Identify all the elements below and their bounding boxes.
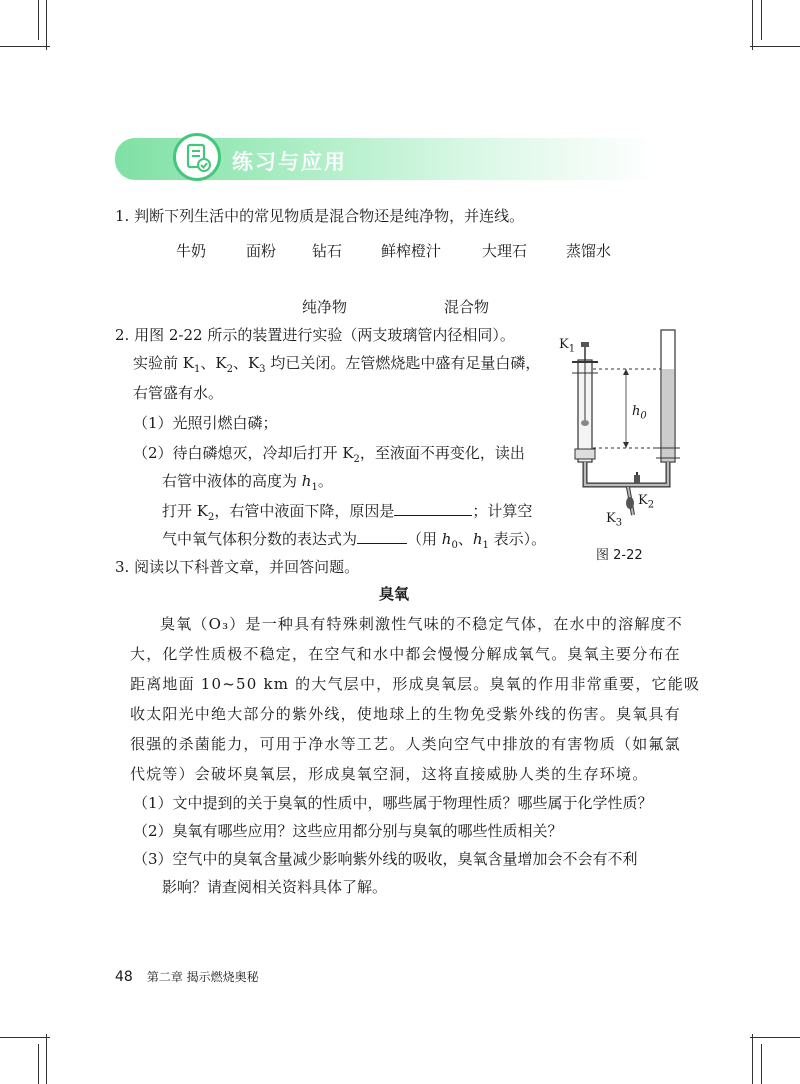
question-3-sub1: （1）文中提到的关于臭氧的性质中，哪些属于物理性质？哪些属于化学性质？ [133,794,653,812]
crop-mark [38,1044,39,1084]
text: ，至液面不再变化，读出 [359,444,525,462]
item-juice: 鲜榨橙汁 [381,242,442,260]
question-3-sub2: （2）臭氧有哪些应用？这些应用都分别与臭氧的哪些性质相关？ [133,822,563,840]
question-2-step4 [162,529,546,556]
question-1-stem: 1. 判断下列生活中的常见物质是混合物还是纯净物，并连线。 [115,207,525,225]
subscript: 0 [640,410,647,422]
crop-mark [750,46,800,47]
crop-mark [38,0,39,40]
article-title: 臭氧 [379,585,410,603]
item-distilled-water: 蒸馏水 [566,242,612,260]
crop-mark [761,0,762,40]
figure-caption: 图 2-22 [596,548,643,563]
subscript: 2 [207,512,215,523]
section-title: 练习与应用 [232,150,347,174]
question-2-line3: 右管盛有水。 [133,384,224,402]
question-2-line2 [133,353,540,380]
document-check-icon [173,133,221,181]
item-flour: 面粉 [246,242,277,260]
page-footer [115,968,259,985]
text: K [559,337,569,352]
text: （用 [407,530,442,548]
page-number: 48 [115,969,133,985]
crop-mark [761,1044,762,1084]
question-2-step1: （1）光照引燃白磷； [133,414,278,432]
subscript: 3 [259,364,266,375]
label-h0 [632,404,647,422]
subscript: 1 [193,364,201,375]
text: 表示）。 [488,530,547,548]
item-milk: 牛奶 [176,242,207,260]
text: 实验前 K [133,354,194,372]
article-line: 很强的杀菌能力，可用于净水等工艺。人类向空气中排放的有害物质（如氟氯 [130,735,681,753]
article-line: 大，化学性质极不稳定，在空气和水中都会慢慢分解成氧气。臭氧主要分布在 [130,645,681,663]
crop-mark [0,1037,50,1038]
article-line: 收太阳光中绝大部分的紫外线，使地球上的生物免受紫外线的伤害。臭氧具有 [130,705,681,723]
subscript: 1 [568,343,576,355]
text: 右管中液体的高度为 [162,472,302,490]
chapter-title: 第二章 揭示燃烧奥秘 [146,970,259,984]
crop-mark [752,0,753,50]
subscript: 2 [226,364,233,375]
target-pure-substance: 纯净物 [302,298,348,316]
question-2-stem: 2. 用图 2-22 所示的装置进行实验（两支玻璃管内径相同）。 [115,326,515,344]
text: 均已关闭。左管燃烧匙中盛有足量白磷， [265,354,541,372]
crop-mark [46,0,47,50]
subscript: 0 [451,540,458,551]
text: 、K [200,354,227,372]
question-3-sub3-cont: 影响？请查阅相关资料具体了解。 [162,878,388,896]
subscript: 1 [482,540,489,551]
variable: h [301,472,312,490]
article-line: 距离地面 10~50 km 的大气层中，形成臭氧层。臭氧的作用非常重要，它能吸 [130,675,701,693]
text: 打开 K [162,502,208,520]
label-k1 [559,337,575,355]
text: ，右管中液面下降，原因是 [214,502,395,520]
article-line: 代烷等）会破坏臭氧层，形成臭氧空洞，这将直接威胁人类的生存环境。 [130,765,649,783]
text: 气中氧气体积分数的表达式为 [162,530,358,548]
variable: h [472,530,483,548]
label-k3 [606,511,622,529]
text: K [606,511,616,526]
question-3-stem: 3. 阅读以下科普文章，并回答问题。 [115,558,360,576]
subscript: 2 [647,499,655,511]
text: 、 [457,530,473,548]
article-line: 臭氧（O₃）是一种具有特殊刺激性气味的不稳定气体，在水中的溶解度不 [160,615,683,633]
label-k2 [638,493,654,511]
crop-mark [750,1037,800,1038]
target-mixture: 混合物 [444,298,490,316]
item-marble: 大理石 [482,242,528,260]
subscript: 3 [615,517,623,529]
subscript: 2 [353,454,360,465]
figure-apparatus [553,325,693,535]
question-2-step2-cont [162,471,333,498]
crop-mark [752,1034,753,1084]
crop-mark [0,46,50,47]
text: ；计算空 [472,502,533,520]
text: h [632,404,641,419]
answer-blank-expression[interactable] [357,529,407,544]
question-2-step2 [133,443,525,470]
text: 、K [232,354,260,372]
answer-blank-reason[interactable] [394,501,472,516]
question-3-sub3: （3）空气中的臭氧含量减少影响紫外线的吸收，臭氧含量增加会不会有不利 [133,850,638,868]
item-diamond: 钻石 [312,242,343,260]
variable: h [441,530,452,548]
question-2-step3 [162,501,532,528]
text: （2）待白磷熄灭，冷却后打开 K [133,444,354,462]
text: 。 [317,472,333,490]
text: K [638,493,648,508]
crop-mark [46,1034,47,1084]
subscript: 1 [311,482,318,493]
